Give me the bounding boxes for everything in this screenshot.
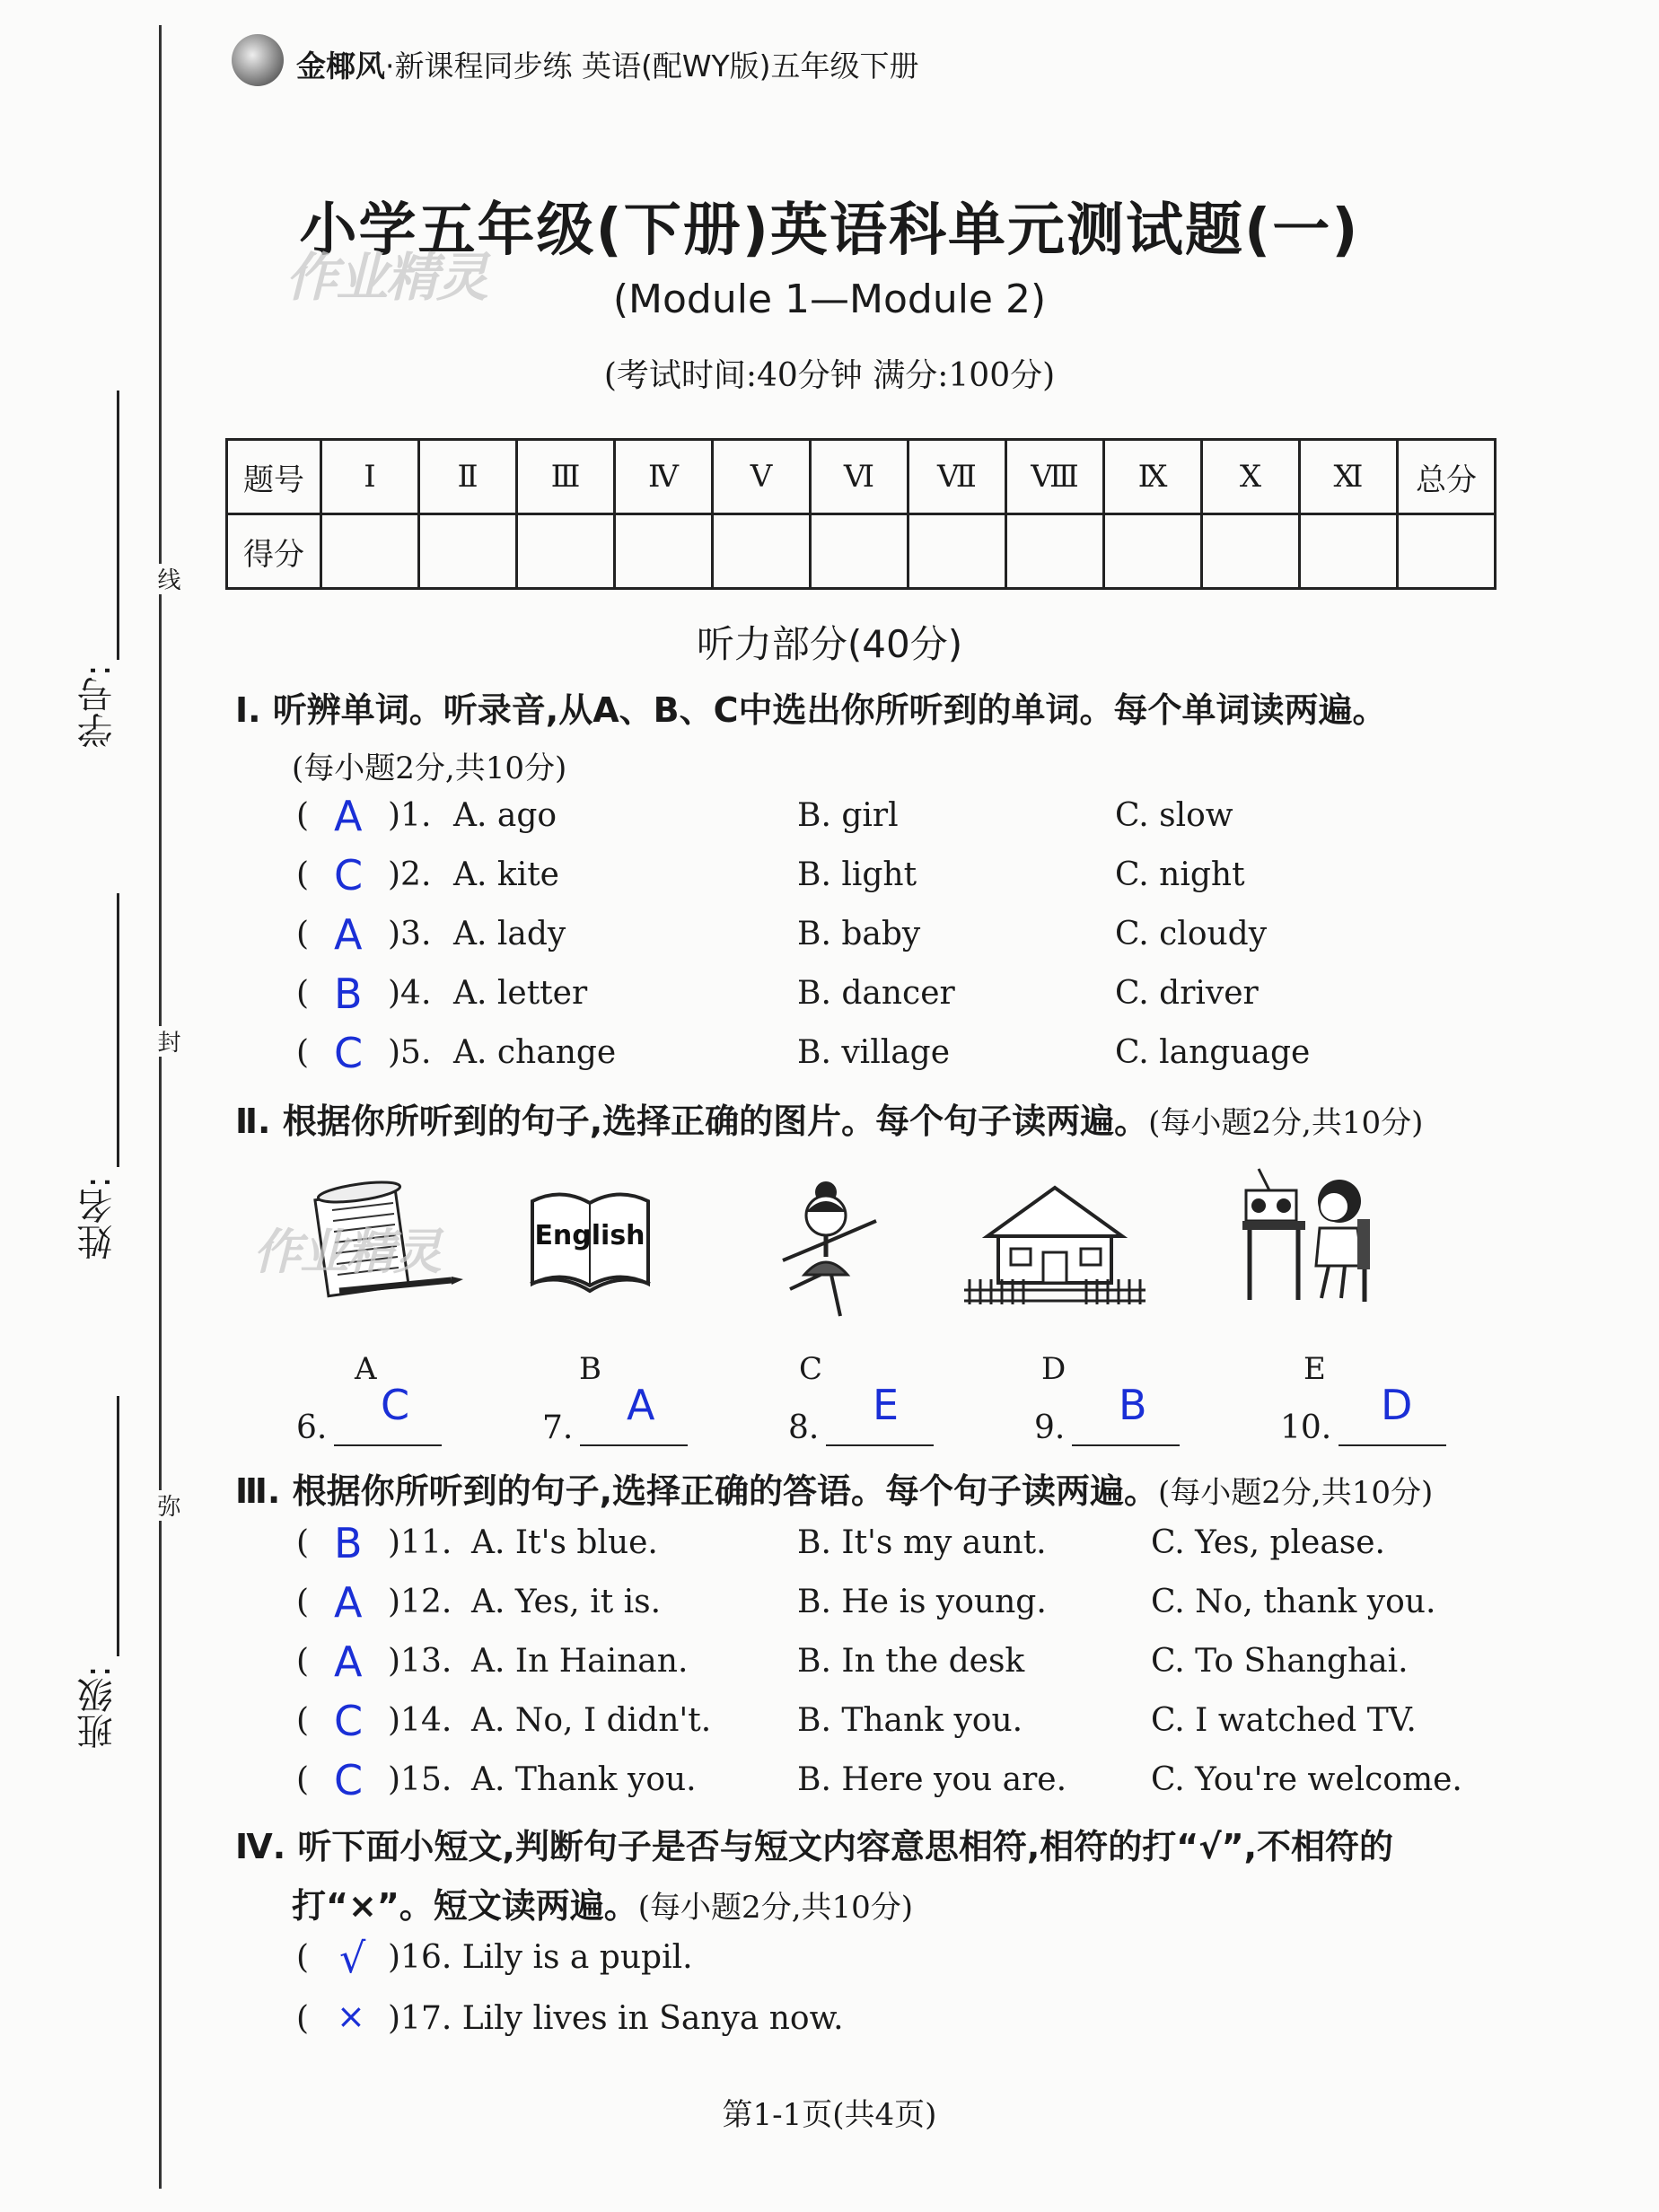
answer-mark[interactable]: C	[334, 1756, 364, 1804]
answer-mark[interactable]: D	[1381, 1381, 1413, 1429]
blank-9	[1034, 1409, 1180, 1446]
score-cell[interactable]	[811, 514, 908, 589]
option-b: B. village	[797, 1034, 951, 1071]
option-b: B. Here you are.	[797, 1761, 1067, 1798]
question-row	[0, 1697, 1659, 1756]
score-cell[interactable]	[517, 514, 615, 589]
seal-char-feng: 封	[151, 1026, 184, 1057]
blank-number: 6.	[296, 1409, 328, 1446]
answer-mark[interactable]: B	[334, 1519, 363, 1567]
question-number: )5.	[388, 1034, 432, 1071]
score-table	[225, 438, 1497, 590]
score-col-8: Ⅷ	[1006, 440, 1104, 514]
picture-letter-a: A	[355, 1351, 377, 1387]
picture-letter-e: E	[1304, 1351, 1326, 1387]
option-b: B. baby	[797, 916, 921, 952]
score-cell[interactable]	[1104, 514, 1202, 589]
picture-b-english-book	[525, 1183, 655, 1300]
paren-open: (	[296, 1702, 310, 1739]
blank-8	[788, 1409, 934, 1446]
answer-mark[interactable]: E	[873, 1381, 900, 1429]
seal-char-xian: 线	[151, 564, 184, 594]
paren-open: (	[296, 2000, 310, 2037]
option-b: B. light	[797, 856, 917, 893]
question-row	[0, 970, 1659, 1029]
paren-open: (	[296, 1939, 310, 1976]
question-number: )3.	[388, 916, 432, 952]
section2-note: (每小题2分,共10分)	[1148, 1105, 1424, 1141]
blank-number: 9.	[1034, 1409, 1066, 1446]
student-name-label: 姓名:	[77, 1176, 118, 1260]
exam-subtitle: (Module 1—Module 2)	[612, 276, 1047, 322]
score-col-total: 总分	[1398, 440, 1496, 514]
score-cell[interactable]	[908, 514, 1006, 589]
paren-open: (	[296, 1761, 310, 1798]
section3-heading	[235, 1463, 1433, 1513]
answer-mark[interactable]: C	[334, 1697, 364, 1745]
score-col-5: Ⅴ	[713, 440, 811, 514]
paren-open: (	[296, 1643, 310, 1680]
question-row	[0, 1029, 1659, 1088]
score-cell[interactable]	[1398, 514, 1496, 589]
score-table-header-row	[227, 440, 1496, 514]
question-row	[0, 1997, 1659, 2054]
blank-number: 8.	[788, 1409, 820, 1446]
option-c: C. language	[1115, 1034, 1311, 1071]
score-col-10: Ⅹ	[1202, 440, 1300, 514]
question-number: )11.	[388, 1524, 452, 1561]
option-b: B. girl	[797, 797, 899, 834]
question-row	[0, 1934, 1659, 1993]
option-a: A. Thank you.	[471, 1761, 697, 1798]
option-b: B. In the desk	[797, 1643, 1025, 1680]
score-col-2: Ⅱ	[419, 440, 517, 514]
paren-open: (	[296, 856, 310, 893]
answer-mark[interactable]: A	[627, 1381, 655, 1429]
statement-text: )16. Lily is a pupil.	[388, 1939, 693, 1976]
option-b: B. He is young.	[797, 1584, 1047, 1620]
series-name: ·新课程同步练 英语(配WY版)五年级下册	[385, 48, 919, 83]
page-footer: 第1-1页(共4页)	[722, 2097, 937, 2133]
picture-letter-d: D	[1041, 1351, 1066, 1387]
option-a: A. kite	[453, 856, 559, 893]
option-a: A. No, I didn't.	[471, 1702, 712, 1739]
question-number: )1.	[388, 797, 432, 834]
score-cell[interactable]	[1006, 514, 1104, 589]
question-number: )15.	[388, 1761, 452, 1798]
option-a: A. It's blue.	[471, 1524, 658, 1561]
option-c: C. cloudy	[1115, 916, 1268, 952]
section1-note: (每小题2分,共10分)	[292, 750, 567, 786]
section4-heading-line1: Ⅳ. 听下面小短文,判断句子是否与短文内容意思相符,相符的打“√”,不相符的	[235, 1827, 1394, 1866]
question-number: )14.	[388, 1702, 452, 1739]
picture-d-house	[961, 1181, 1149, 1306]
brand-name: 金椰风	[296, 48, 385, 83]
option-a: A. lady	[453, 916, 566, 952]
answer-mark[interactable]: B	[1119, 1381, 1147, 1429]
paren-open: (	[296, 916, 310, 952]
picture-letter-b: B	[579, 1351, 601, 1387]
picture-letter-c: C	[799, 1351, 823, 1387]
section2-heading-text: Ⅱ. 根据你所听到的句子,选择正确的图片。每个句子读两遍。	[235, 1102, 1149, 1141]
score-cell[interactable]	[321, 514, 419, 589]
score-cell[interactable]	[419, 514, 517, 589]
section1-heading: Ⅰ. 听辨单词。听录音,从A、B、C中选出你所听到的单词。每个单词读两遍。	[235, 690, 1387, 730]
option-a: A. Yes, it is.	[471, 1584, 662, 1620]
blank-6	[296, 1409, 442, 1446]
exam-title: 小学五年级(下册)英语科单元测试题(一)	[299, 198, 1360, 264]
watermark-top: 作业精灵	[285, 247, 487, 308]
picture-e-radio	[1239, 1165, 1382, 1309]
answer-mark[interactable]: √	[339, 1934, 366, 1982]
student-id-label: 学号:	[77, 664, 118, 749]
question-row	[0, 1756, 1659, 1815]
answer-mark[interactable]: C	[334, 1029, 364, 1077]
seal-char-mi: 弥	[151, 1490, 184, 1521]
option-c: C. To Shanghai.	[1151, 1643, 1409, 1680]
answer-mark[interactable]: A	[334, 1578, 363, 1627]
question-row	[0, 1519, 1659, 1578]
option-a: A. ago	[453, 797, 557, 834]
option-b: B. dancer	[797, 975, 955, 1012]
blank-number: 7.	[542, 1409, 574, 1446]
section4-heading-line2	[292, 1878, 913, 1927]
question-row	[0, 910, 1659, 970]
exam-info: (考试时间:40分钟 满分:100分)	[603, 357, 1056, 394]
paren-open: (	[296, 797, 310, 834]
section4-heading-text: 打“×”。短文读两遍。	[292, 1886, 638, 1926]
paren-open: (	[296, 1034, 310, 1071]
answer-mark[interactable]: C	[381, 1381, 410, 1429]
statement-text: )17. Lily lives in Sanya now.	[388, 2000, 844, 2037]
score-cell[interactable]	[615, 514, 713, 589]
section3-note: (每小题2分,共10分)	[1158, 1475, 1434, 1511]
score-head-label: 题号	[227, 440, 321, 514]
picture-c-dancer	[770, 1174, 887, 1322]
score-cell[interactable]	[1300, 514, 1398, 589]
question-row	[0, 1578, 1659, 1637]
question-number: )4.	[388, 975, 432, 1012]
section2-heading	[235, 1093, 1423, 1143]
option-c: C. driver	[1115, 975, 1259, 1012]
score-col-9: Ⅸ	[1104, 440, 1202, 514]
option-b: B. It's my aunt.	[797, 1524, 1047, 1561]
option-c: C. No, thank you.	[1151, 1584, 1436, 1620]
score-col-3: Ⅲ	[517, 440, 615, 514]
answer-mark[interactable]: ×	[337, 1997, 365, 2036]
question-number: )2.	[388, 856, 432, 893]
option-a: A. letter	[453, 975, 588, 1012]
blank-10	[1280, 1409, 1446, 1446]
book-title: English	[534, 1220, 645, 1251]
answer-mark[interactable]: C	[334, 851, 364, 900]
option-c: C. slow	[1115, 797, 1233, 834]
option-c: C. You're welcome.	[1151, 1761, 1462, 1798]
running-header	[296, 43, 919, 85]
answer-mark[interactable]: A	[334, 792, 363, 840]
listening-heading: 听力部分(40分)	[696, 622, 963, 666]
paren-open: (	[296, 1584, 310, 1620]
question-row	[0, 1637, 1659, 1697]
option-a: A. change	[453, 1034, 617, 1071]
score-row-label: 得分	[227, 514, 321, 589]
blank-number: 10.	[1280, 1409, 1332, 1446]
answer-mark[interactable]: A	[334, 910, 363, 959]
option-c: C. Yes, please.	[1151, 1524, 1385, 1561]
score-cell[interactable]	[1202, 514, 1300, 589]
score-table-score-row	[227, 514, 1496, 589]
watermark-middle: 作业精灵	[253, 1224, 440, 1280]
blank-7	[542, 1409, 688, 1446]
answer-mark[interactable]: A	[334, 1637, 363, 1686]
option-c: C. night	[1115, 856, 1245, 893]
score-col-1: Ⅰ	[321, 440, 419, 514]
question-row	[0, 851, 1659, 910]
question-number: )13.	[388, 1643, 452, 1680]
answer-mark[interactable]: B	[334, 970, 363, 1018]
section3-heading-text: Ⅲ. 根据你所听到的句子,选择正确的答语。每个句子读两遍。	[235, 1471, 1159, 1511]
score-cell[interactable]	[713, 514, 811, 589]
publisher-logo	[232, 34, 284, 86]
option-b: B. Thank you.	[797, 1702, 1023, 1739]
option-c: C. I watched TV.	[1151, 1702, 1417, 1739]
score-col-11: Ⅺ	[1300, 440, 1398, 514]
section4-note: (每小题2分,共10分)	[637, 1890, 914, 1926]
question-row	[0, 792, 1659, 851]
paren-open: (	[296, 1524, 310, 1561]
score-col-7: Ⅶ	[908, 440, 1006, 514]
option-a: A. In Hainan.	[471, 1643, 689, 1680]
score-col-6: Ⅵ	[811, 440, 908, 514]
score-col-4: Ⅳ	[615, 440, 713, 514]
question-number: )12.	[388, 1584, 452, 1620]
class-label: 班级:	[77, 1665, 118, 1750]
paren-open: (	[296, 975, 310, 1012]
